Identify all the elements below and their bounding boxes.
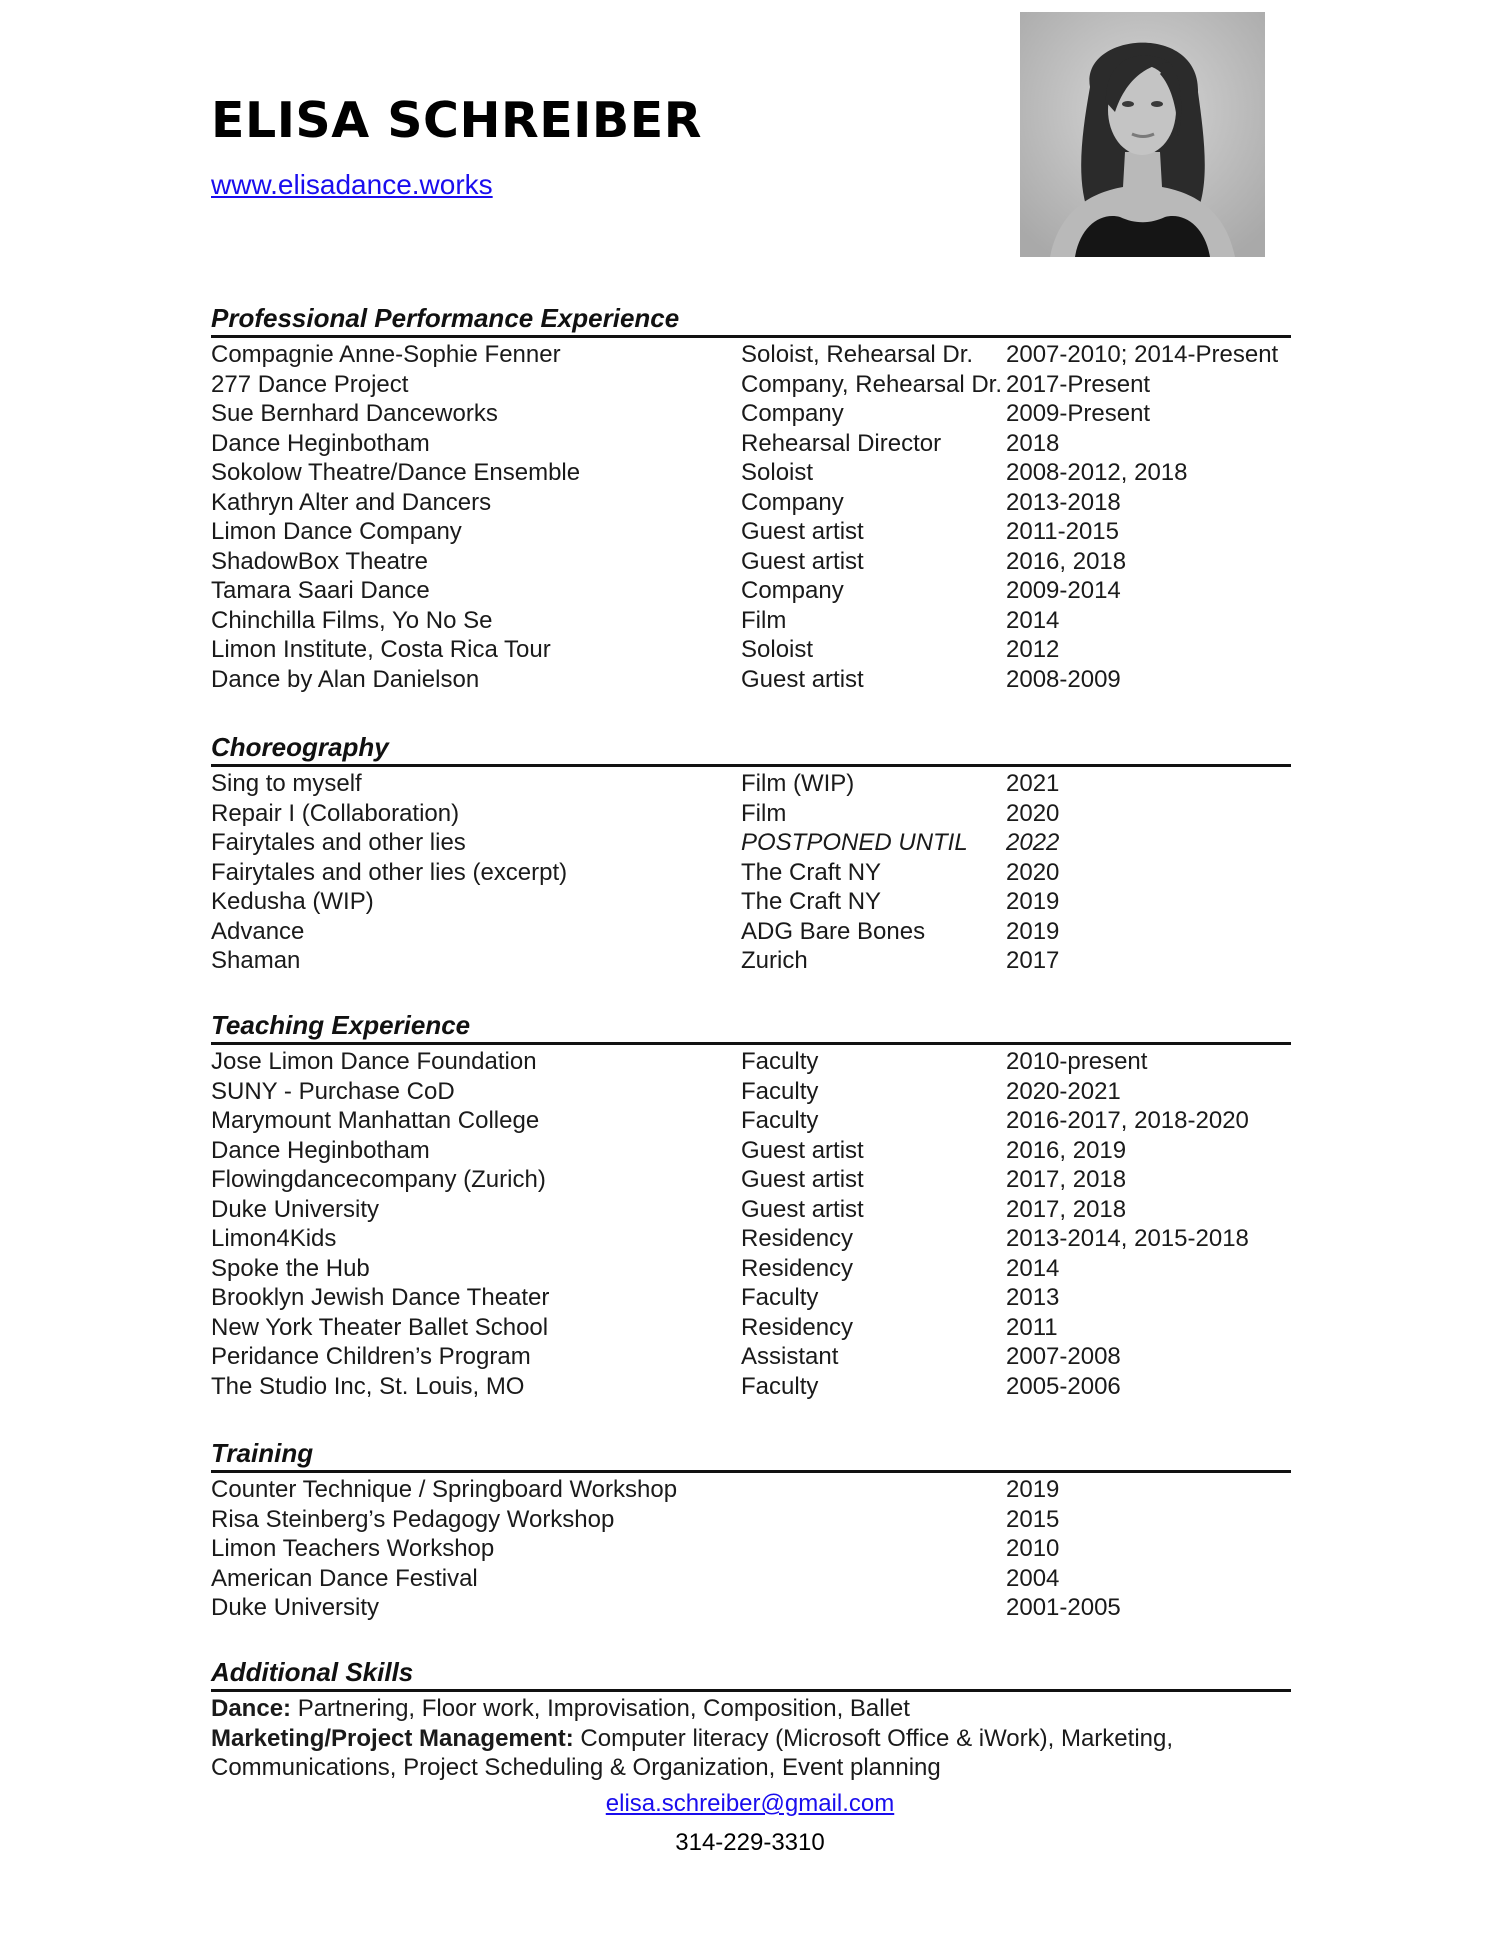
item-role: Guest artist	[741, 1166, 864, 1193]
item-company: Dance Heginbotham	[211, 429, 430, 457]
list-item	[211, 769, 1291, 799]
section-title: Choreography	[211, 732, 389, 762]
item-years: 2017, 2018	[1006, 1195, 1127, 1223]
item-role: Faculty	[741, 1107, 819, 1134]
list-item	[211, 665, 1291, 695]
item-role: Guest artist	[741, 1195, 864, 1223]
item-role: Faculty	[741, 1077, 819, 1105]
list-item	[211, 1106, 1291, 1136]
item-years: 2012	[1006, 636, 1060, 663]
item-role: Guest artist	[741, 518, 864, 545]
item-role: Soloist	[741, 459, 814, 486]
list-item	[211, 917, 1291, 947]
item-work: Fairytales and other lies (excerpt)	[211, 858, 568, 886]
list-item	[211, 1342, 1291, 1372]
profile-photo	[1020, 12, 1265, 257]
list-item	[211, 399, 1291, 429]
list-item	[211, 799, 1291, 829]
section-divider	[211, 1042, 1291, 1045]
dance-skills-value: Partnering, Floor work, Improvisation, Composition, Ballet	[291, 1695, 910, 1722]
section-divider	[211, 764, 1291, 767]
list-item	[211, 1224, 1291, 1254]
item-years: 2018	[1006, 429, 1060, 457]
item-role: Guest artist	[741, 665, 864, 693]
list-item	[211, 606, 1291, 636]
item-institution: New York Theater Ballet School	[211, 1313, 549, 1341]
list-item	[211, 1136, 1291, 1166]
item-program: Limon Teachers Workshop	[211, 1535, 495, 1562]
item-institution: Spoke the Hub	[211, 1254, 370, 1282]
item-role: Film	[741, 606, 787, 634]
item-years: 2013-2014, 2015-2018	[1006, 1225, 1249, 1252]
section-title: Professional Performance Experience	[211, 303, 680, 333]
item-role: Company	[741, 400, 844, 427]
section-divider	[211, 1470, 1291, 1473]
item-company: Limon Institute, Costa Rica Tour	[211, 636, 551, 663]
item-company: Limon Dance Company	[211, 518, 462, 545]
item-years: 2009-Present	[1006, 400, 1151, 427]
item-years: 2011-2015	[1006, 518, 1119, 545]
marketing-skills-label: Marketing/Project Management:	[211, 1724, 574, 1752]
item-work: Advance	[211, 917, 305, 945]
item-work: Shaman	[211, 947, 301, 974]
list-item	[211, 1254, 1291, 1284]
section-performance	[211, 302, 1291, 694]
item-role: Faculty	[741, 1284, 819, 1311]
item-years: 2011	[1006, 1313, 1058, 1341]
list-item	[211, 1372, 1291, 1402]
item-years: 2022	[1006, 829, 1060, 856]
list-item	[211, 858, 1291, 888]
list-item	[211, 1313, 1291, 1343]
item-work: Repair I (Collaboration)	[211, 799, 460, 827]
list-item	[211, 488, 1291, 518]
list-item	[211, 1195, 1291, 1225]
list-item	[211, 429, 1291, 459]
item-years: 2010	[1006, 1535, 1060, 1562]
list-item	[211, 370, 1291, 400]
teaching-list	[211, 1047, 1291, 1401]
website-link[interactable]: www.elisadance.works	[211, 169, 493, 200]
list-item	[211, 635, 1291, 665]
item-years: 2014	[1006, 606, 1060, 634]
item-years: 2019	[1006, 888, 1060, 915]
item-institution: Flowingdancecompany (Zurich)	[211, 1166, 546, 1193]
item-years: 2013	[1006, 1284, 1060, 1311]
section-skills	[211, 1656, 1291, 1783]
item-role: Residency	[741, 1225, 854, 1252]
item-years: 2008-2012, 2018	[1006, 459, 1188, 486]
phone-number: 314-229-3310	[675, 1829, 825, 1856]
item-venue: Film (WIP)	[741, 770, 855, 797]
item-years: 2014	[1006, 1254, 1060, 1282]
list-item	[211, 1475, 1291, 1505]
section-teaching	[211, 1009, 1291, 1401]
section-divider	[211, 335, 1291, 338]
item-role: Faculty	[741, 1048, 819, 1075]
item-years: 2004	[1006, 1564, 1060, 1592]
performance-list	[211, 340, 1291, 694]
list-item	[211, 887, 1291, 917]
marketing-skills	[211, 1724, 1291, 1783]
marketing-skills-value: Computer literacy (Microsoft Office & iWork), Marketing, Communications, Project Scheduling & Organization, Event planning	[211, 1724, 1174, 1781]
item-company: 277 Dance Project	[211, 370, 409, 398]
item-company: Sokolow Theatre/Dance Ensemble	[211, 459, 581, 486]
training-list	[211, 1475, 1291, 1623]
item-years: 2007-2008	[1006, 1343, 1121, 1370]
item-role: Company	[741, 488, 844, 516]
item-company: Sue Bernhard Danceworks	[211, 400, 498, 427]
list-item	[211, 1283, 1291, 1313]
item-years: 2010-present	[1006, 1048, 1148, 1075]
section-divider	[211, 1689, 1291, 1692]
list-item	[211, 1047, 1291, 1077]
item-venue: The Craft NY	[741, 858, 882, 886]
list-item	[211, 1593, 1291, 1623]
choreography-list	[211, 769, 1291, 976]
item-years: 2008-2009	[1006, 665, 1121, 693]
item-role: Company, Rehearsal Dr.	[741, 370, 1002, 398]
resume-name: ELISA SCHREIBER	[211, 92, 702, 149]
email-link[interactable]: elisa.schreiber@gmail.com	[605, 1790, 895, 1817]
item-years: 2016, 2018	[1006, 547, 1127, 575]
item-venue: POSTPONED UNTIL	[741, 829, 968, 856]
item-years: 2013-2018	[1006, 488, 1121, 516]
item-work: Sing to myself	[211, 770, 362, 797]
section-title: Training	[211, 1438, 314, 1468]
item-institution: Duke University	[211, 1195, 380, 1223]
item-role: Residency	[741, 1313, 854, 1341]
item-role: Soloist, Rehearsal Dr.	[741, 341, 974, 368]
item-years: 2016-2017, 2018-2020	[1006, 1107, 1249, 1134]
item-years: 2020-2021	[1006, 1077, 1121, 1105]
item-years: 2015	[1006, 1505, 1060, 1533]
item-role: Residency	[741, 1254, 854, 1282]
item-years: 2016, 2019	[1006, 1136, 1127, 1164]
item-years: 2001-2005	[1006, 1594, 1121, 1621]
section-title: Additional Skills	[211, 1657, 414, 1687]
item-years: 2017-Present	[1006, 370, 1151, 398]
section-title: Teaching Experience	[211, 1010, 471, 1040]
item-company: Kathryn Alter and Dancers	[211, 488, 492, 516]
item-institution: Peridance Children’s Program	[211, 1343, 531, 1370]
list-item	[211, 1077, 1291, 1107]
item-work: Kedusha (WIP)	[211, 888, 374, 915]
item-institution: Dance Heginbotham	[211, 1136, 430, 1164]
item-role: Faculty	[741, 1372, 819, 1400]
item-work: Fairytales and other lies	[211, 829, 466, 856]
section-training	[211, 1437, 1291, 1623]
item-venue: Zurich	[741, 947, 808, 974]
item-years: 2009-2014	[1006, 577, 1121, 604]
item-institution: Brooklyn Jewish Dance Theater	[211, 1284, 550, 1311]
item-years: 2019	[1006, 917, 1060, 945]
item-role: Soloist	[741, 636, 814, 663]
item-company: Tamara Saari Dance	[211, 577, 430, 604]
item-years: 2020	[1006, 858, 1060, 886]
dance-skills	[211, 1694, 1291, 1724]
list-item	[211, 458, 1291, 488]
item-institution: Jose Limon Dance Foundation	[211, 1048, 537, 1075]
item-years: 2021	[1006, 770, 1060, 797]
item-company: Dance by Alan Danielson	[211, 665, 480, 693]
item-venue: ADG Bare Bones	[741, 917, 926, 945]
item-years: 2017, 2018	[1006, 1166, 1127, 1193]
list-item	[211, 576, 1291, 606]
item-years: 2017	[1006, 947, 1060, 974]
item-role: Assistant	[741, 1343, 839, 1370]
item-role: Guest artist	[741, 547, 864, 575]
list-item	[211, 547, 1291, 577]
list-item	[211, 1165, 1291, 1195]
item-venue: The Craft NY	[741, 888, 882, 915]
item-years: 2007-2010; 2014-Present	[1006, 341, 1279, 368]
item-role: Company	[741, 577, 844, 604]
item-program: Counter Technique / Springboard Workshop	[211, 1476, 678, 1503]
item-years: 2019	[1006, 1476, 1060, 1503]
item-program: American Dance Festival	[211, 1564, 478, 1592]
item-role: Guest artist	[741, 1136, 864, 1164]
list-item	[211, 1505, 1291, 1535]
list-item	[211, 828, 1291, 858]
list-item	[211, 1534, 1291, 1564]
list-item	[211, 517, 1291, 547]
skills-text	[211, 1694, 1291, 1783]
item-venue: Film	[741, 799, 787, 827]
item-institution: The Studio Inc, St. Louis, MO	[211, 1372, 525, 1400]
list-item	[211, 1564, 1291, 1594]
list-item	[211, 340, 1291, 370]
item-role: Rehearsal Director	[741, 429, 942, 457]
item-company: Chinchilla Films, Yo No Se	[211, 606, 493, 634]
dance-skills-label: Dance:	[211, 1695, 292, 1722]
item-institution: Marymount Manhattan College	[211, 1107, 540, 1134]
item-program: Risa Steinberg’s Pedagogy Workshop	[211, 1505, 615, 1533]
item-institution: SUNY - Purchase CoD	[211, 1077, 455, 1105]
item-company: Compagnie Anne-Sophie Fenner	[211, 341, 561, 368]
portrait-image	[1020, 12, 1265, 257]
item-program: Duke University	[211, 1594, 380, 1621]
item-years: 2020	[1006, 799, 1060, 827]
item-company: ShadowBox Theatre	[211, 547, 429, 575]
item-institution: Limon4Kids	[211, 1225, 337, 1252]
item-years: 2005-2006	[1006, 1372, 1121, 1400]
list-item	[211, 946, 1291, 976]
section-choreography	[211, 731, 1291, 976]
